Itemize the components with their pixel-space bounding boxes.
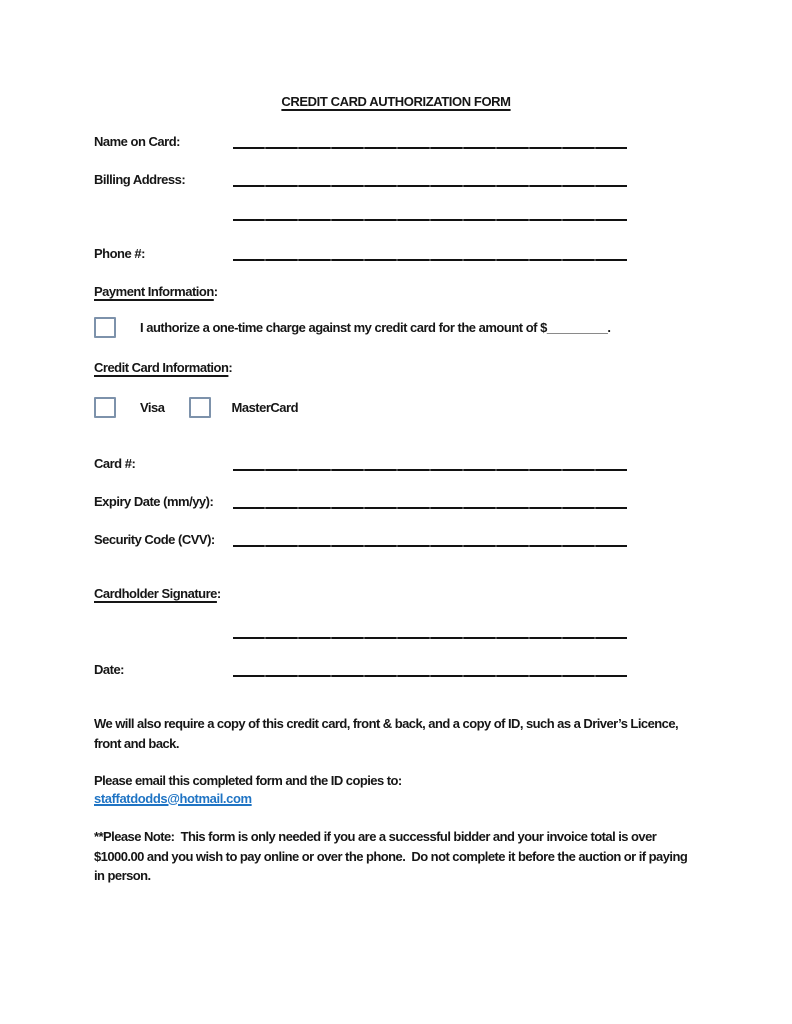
phone-input-line[interactable] (233, 259, 627, 261)
credit-card-section-colon: : (228, 360, 233, 375)
authorization-row (94, 317, 611, 338)
expiry-label: Expiry Date (mm/yy): (94, 494, 214, 509)
cvv-input-line[interactable] (233, 545, 627, 547)
signature-section-colon: : (216, 586, 221, 601)
phone-label: Phone #: (94, 246, 145, 261)
signature-section-title: Cardholder Signature (94, 586, 217, 601)
please-note: **Please Note: This form is only needed if you are a successful bidder and your invoice total is over $1000.00 and you wish to pay online or over the phone. Do not complete it before the auction or if paying in person. (94, 829, 691, 883)
date-label: Date: (94, 662, 125, 677)
payment-section-heading (94, 284, 218, 299)
credit-card-section-title: Credit Card Information (94, 360, 229, 375)
mastercard-checkbox[interactable] (189, 397, 211, 418)
copy-requirement-note: We will also require a copy of this credit card, front & back, and a copy of ID, such as a Driver’s Licence, front and back. (94, 716, 682, 751)
signature-input-line[interactable] (233, 637, 627, 639)
signature-section-heading (94, 586, 221, 601)
name-on-card-label: Name on Card: (94, 134, 180, 149)
expiry-input-line[interactable] (233, 507, 627, 509)
date-row (94, 660, 627, 678)
visa-checkbox[interactable] (94, 397, 116, 418)
billing-address-label: Billing Address: (94, 172, 186, 187)
visa-label: Visa (140, 400, 165, 415)
email-instruction: Please email this completed form and the ID copies to: (94, 773, 402, 788)
card-type-row (94, 397, 298, 418)
card-number-input-line[interactable] (233, 469, 627, 471)
payment-section-title: Payment Information (94, 284, 214, 299)
cvv-row (94, 530, 627, 548)
email-link[interactable]: staffatdodds@hotmail.com (94, 791, 252, 806)
expiry-row (94, 492, 627, 510)
payment-section-colon: : (213, 284, 218, 299)
card-number-label: Card #: (94, 456, 136, 471)
billing-address-input-line-2[interactable] (233, 219, 627, 221)
name-on-card-row (94, 132, 627, 150)
cvv-label: Security Code (CVV): (94, 532, 215, 547)
date-input-line[interactable] (233, 675, 627, 677)
authorization-statement: I authorize a one-time charge against my credit card for the amount of $_________. (140, 320, 611, 335)
phone-row (94, 244, 627, 262)
billing-address-row (94, 170, 627, 188)
mastercard-label: MasterCard (231, 400, 299, 415)
credit-card-section-heading (94, 360, 232, 375)
authorize-checkbox[interactable] (94, 317, 116, 338)
card-number-row (94, 454, 627, 472)
name-on-card-input-line[interactable] (233, 147, 627, 149)
form-title: CREDIT CARD AUTHORIZATION FORM (281, 94, 511, 109)
billing-address-input-line-1[interactable] (233, 185, 627, 187)
